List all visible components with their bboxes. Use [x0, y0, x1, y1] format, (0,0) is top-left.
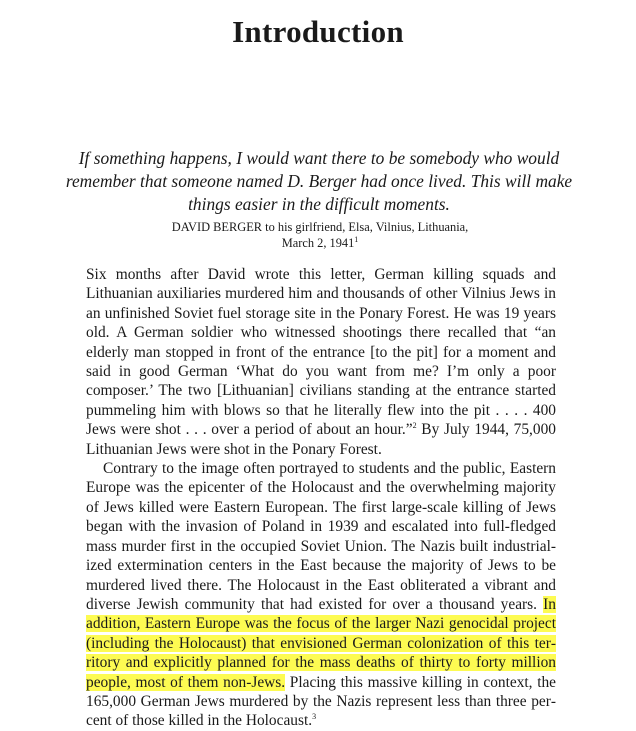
footnote-ref-2[interactable]: 2 — [412, 421, 417, 431]
paragraph-1-text-after: By July 1944, 75,000 Lithuanian Jews were shot in the Ponary Forest. — [86, 421, 556, 458]
paragraph-1-text: Six months after David wrote this letter, German killing squads and Lithuanian auxiliaries murdered him and thousands of other Vilnius Jews in an unfinished Soviet fuel storage site in the Ponary Forest. He was 19 years old. A German soldier who witnessed shootings there recalled that “an elderly man stopped in front of the entrance [to the pit] for a moment and said in good German ‘What do you want from me? I’m only a poor composer.’ The two [Lithuanian] civilians standing at the entrance started pummeling him with blows so that he literally flew into the pit . . . . 400 Jews were shot . . . over a period of about an hour.” — [86, 266, 556, 439]
body-text — [86, 265, 556, 731]
footnote-ref-3[interactable]: 3 — [312, 712, 317, 722]
chapter-title: Introduction — [232, 14, 404, 49]
highlighted-passage[interactable]: In addition, Eastern Europe was the focus of the larger Nazi genocidal project (including the Holocaust) that envisioned German colonization of this territory and explicitly planned for the mass deaths of thirty to forty million people, most of them non-Jews. — [86, 595, 556, 691]
paragraph-1 — [86, 265, 556, 459]
attribution-line-2 — [120, 235, 520, 251]
paragraph-2 — [86, 459, 556, 731]
paragraph-2-text-before: Contrary to the image often portrayed to students and the public, Eastern Europe was the epicenter of the Holocaust and the overwhelming majority of Jews killed were Eastern European. The first large-scale killing of Jews began with the invasion of Poland in 1939 and escalated into full-fledged mass murder first in the occupied Soviet Union. The Nazis built industrialized extermination centers in the East because the majority of Jews to be murdered lived there. The Holocaust in the East obliterated a vibrant and diverse Jewish community that had existed for over a thousand years. — [86, 460, 556, 613]
epigraph-attribution — [120, 219, 520, 251]
footnote-ref-1[interactable]: 1 — [354, 234, 359, 244]
attribution-line-1: DAVID BERGER to his girlfriend, Elsa, Vilnius, Lithuania, — [171, 220, 469, 234]
paragraph-2-text-after: Placing this massive killing in context, the 165,000 German Jews murdered by the Nazis represent less than three percent of those killed in the Holocaust. — [86, 673, 557, 730]
epigraph-quote: If something happens, I would want there to be somebody who would remember that someone named D. Berger had once lived. This will make things easier in the difficult moments. — [65, 148, 573, 214]
attribution-date: March 2, 1941 — [281, 236, 355, 250]
